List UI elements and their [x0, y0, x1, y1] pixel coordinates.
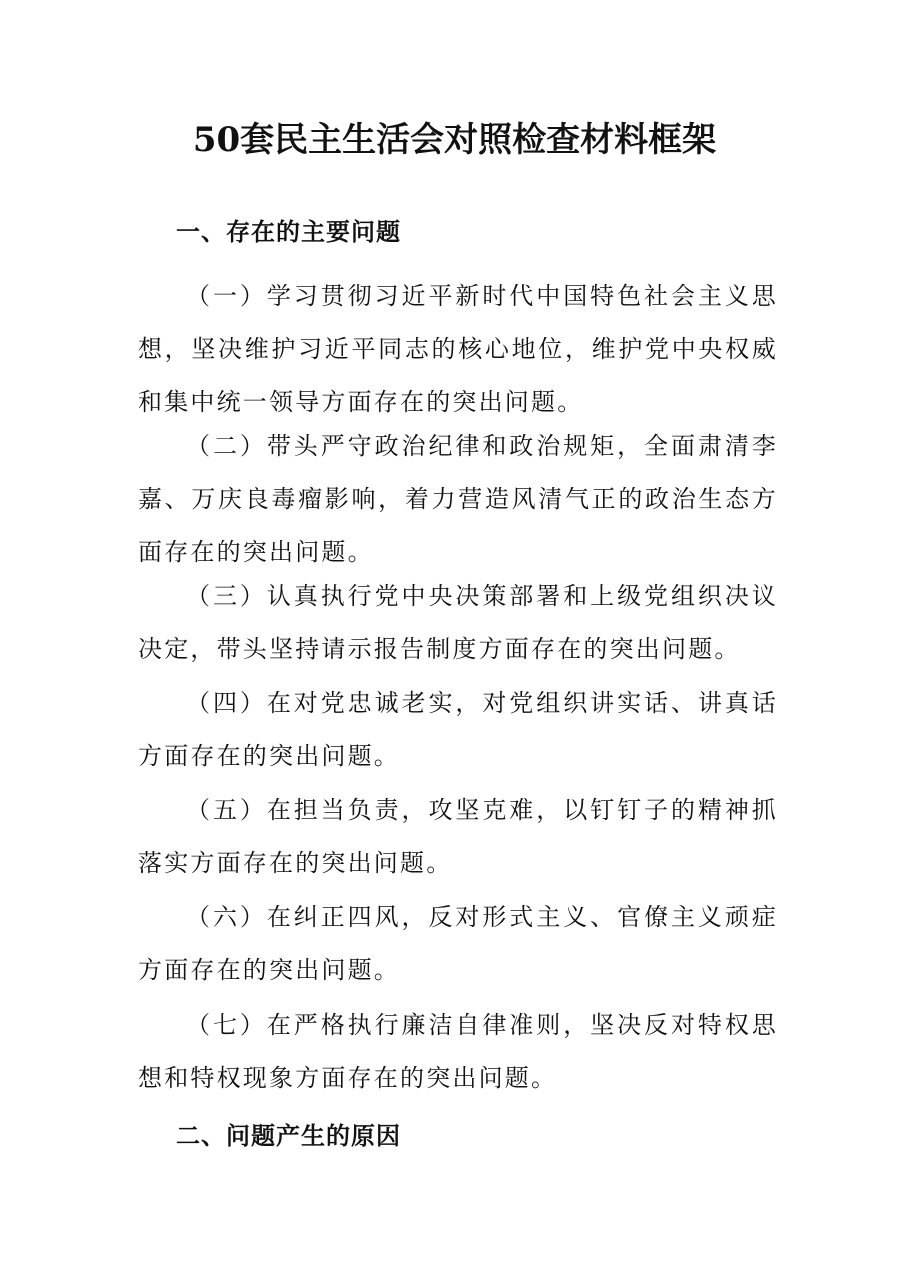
paragraph-item-6: （六）在纠正四风，反对形式主义、官僚主义顽症方面存在的突出问题。	[138, 903, 778, 984]
paragraph-item-5: （五）在担当负责，攻坚克难，以钉钉子的精神抓落实方面存在的突出问题。	[138, 796, 778, 877]
section-heading-causes: 二、问题产生的原因	[176, 1121, 401, 1150]
paragraph-item-2: （二）带头严守政治纪律和政治规矩，全面肃清李嘉、万庆良毒瘤影响，着力营造风清气正的政治生态方面存在的突出问题。	[138, 432, 778, 566]
document-title: 50套民主生活会对照检查材料框架	[192, 120, 717, 160]
section-heading-problems: 一、存在的主要问题	[176, 217, 401, 246]
paragraph-item-4: （四）在对党忠诚老实，对党组织讲实话、讲真话方面存在的突出问题。	[138, 689, 778, 770]
paragraph-item-3: （三）认真执行党中央决策部署和上级党组织决议决定，带头坚持请示报告制度方面存在的突出问题。	[138, 582, 778, 663]
paragraph-item-7: （七）在严格执行廉洁自律准则，坚决反对特权思想和特权现象方面存在的突出问题。	[138, 1011, 778, 1092]
paragraph-item-1: （一）学习贯彻习近平新时代中国特色社会主义思想，坚决维护习近平同志的核心地位，维护党中央权威和集中统一领导方面存在的突出问题。	[138, 282, 778, 416]
